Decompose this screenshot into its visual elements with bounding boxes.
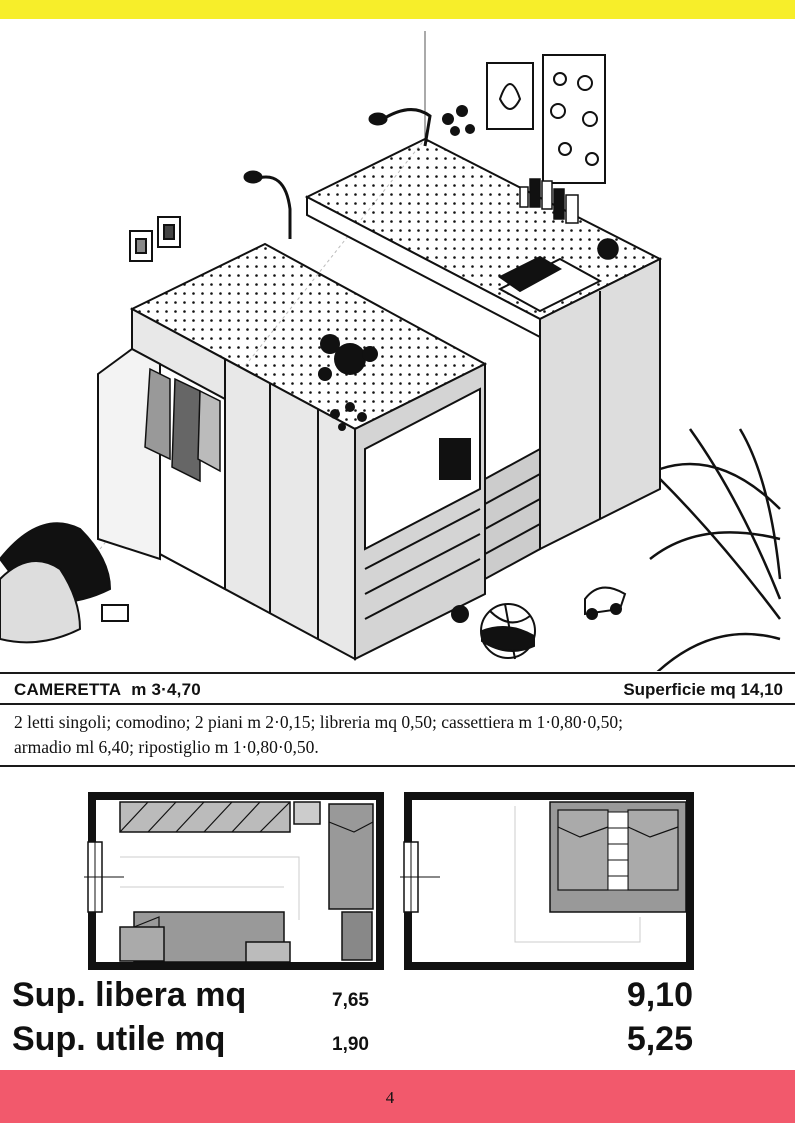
sup-utile-label: Sup. utile mq (12, 1020, 226, 1058)
floor-plan-lower (84, 792, 384, 972)
room-description (14, 710, 784, 760)
sup-utile-left-value: 1,90 (332, 1034, 369, 1055)
section-divider-middle (0, 703, 795, 705)
section-divider-bottom (0, 765, 795, 767)
small-ball-icon (451, 605, 469, 623)
sup-libera-label: Sup. libera mq (12, 976, 247, 1014)
palm-plant-icon (650, 429, 780, 671)
toy-car-icon (585, 588, 625, 619)
room-dimensions: m 3·4,70 (131, 680, 201, 699)
loft-bed-illustration (0, 19, 795, 671)
sup-libera-left-value: 7,65 (332, 990, 369, 1011)
room-surface: Superficie mq 14,10 (623, 680, 783, 699)
toy-radio-icon (102, 605, 128, 621)
stairs (485, 449, 540, 579)
floor-plan-upper (400, 792, 700, 972)
sup-utile-right-value: 5,25 (626, 1020, 693, 1058)
sup-libera-right-value: 9,10 (626, 976, 693, 1014)
description-line-1: 2 letti singoli; comodino; 2 piani m 2·0,15; libreria mq 0,50; cassettiera m 1·0,80·0,50; (14, 712, 623, 732)
section-divider-top (0, 672, 795, 674)
description-line-2: armadio ml 6,40; ripostiglio m 1·0,80·0,50. (14, 737, 319, 757)
room-name: CAMERETTA (14, 680, 122, 699)
floor-pillows-icon (0, 523, 110, 642)
ball-icon (481, 604, 535, 659)
top-color-band (0, 0, 795, 19)
room-title (14, 680, 201, 700)
page-number: 4 (385, 1088, 395, 1107)
